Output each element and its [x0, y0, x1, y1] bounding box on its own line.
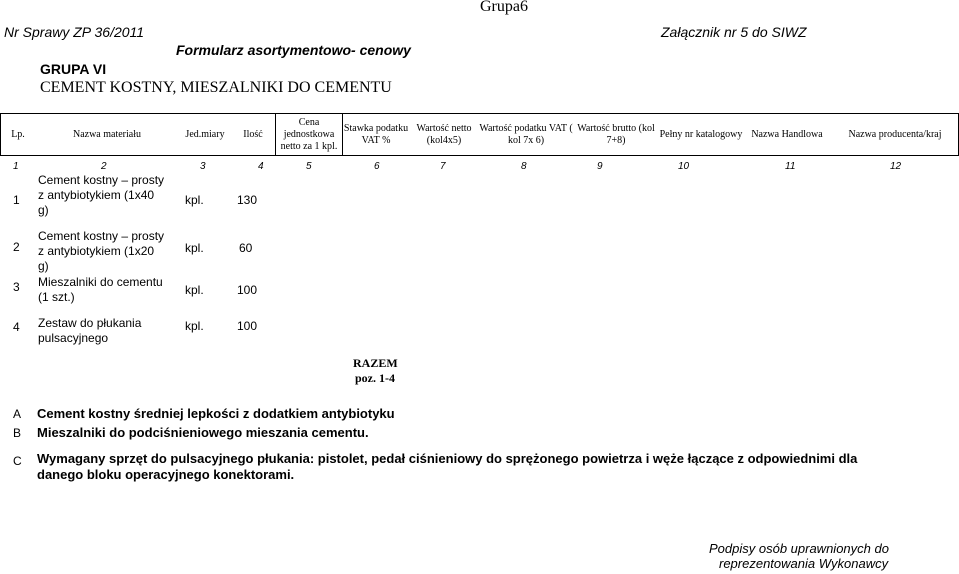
group-title: CEMENT KOSTNY, MIESZALNIKI DO CEMENTU — [40, 79, 392, 96]
material-name-line: g) — [38, 259, 49, 273]
note-text-line: Wymagany sprzęt do pulsacyjnego płukania: pistolet, pedał ciśnieniowy do sprężonego powietrza i węże łączące z odpowiednimi dla — [37, 451, 858, 466]
row-number: 3 — [13, 280, 20, 294]
material-name-line: Mieszalniki do cementu — [38, 275, 163, 289]
material-name — [38, 275, 163, 305]
material-name-line: z antybiotykiem (1x20 — [38, 244, 155, 258]
column-number: 3 — [200, 161, 206, 172]
column-header: Pełny nr katalogowy — [659, 128, 743, 140]
column-number: 1 — [13, 161, 19, 172]
column-header: Ilość — [243, 128, 263, 140]
signature-label: reprezentowania Wykonawcy — [719, 556, 889, 571]
material-name-line: Zestaw do płukania — [38, 316, 142, 330]
material-name-line: Cement kostny – prosty — [38, 229, 165, 243]
note-text — [37, 451, 952, 483]
quantity: 100 — [237, 319, 258, 333]
form-title: Formularz asortymentowo- cenowy — [176, 42, 411, 58]
column-number: 9 — [597, 161, 603, 172]
column-number: 10 — [678, 161, 690, 172]
column-header: Stawka podatku VAT % — [343, 122, 409, 146]
column-header: Lp. — [11, 128, 25, 140]
column-number: 11 — [785, 161, 796, 172]
total-label: RAZEM — [353, 356, 398, 370]
material-name — [38, 229, 164, 274]
column-header: Wartość brutto (kol 7+8) — [577, 122, 655, 146]
material-name-line: z antybiotykiem (1x40 — [38, 188, 155, 202]
total-range-label: poz. 1-4 — [355, 371, 395, 385]
column-header: Nazwa materiału — [72, 128, 142, 140]
unit: kpl. — [185, 241, 204, 255]
material-name — [38, 316, 141, 346]
note-letter: A — [13, 407, 22, 421]
column-number: 7 — [440, 161, 446, 172]
note-text: Cement kostny średniej lepkości z dodatkiem antybiotyku — [37, 406, 395, 421]
note-letter: B — [13, 426, 22, 440]
unit: kpl. — [185, 283, 204, 297]
case-reference: Nr Sprawy ZP 36/2011 — [4, 24, 145, 40]
column-header: Nazwa Handlowa — [751, 128, 823, 140]
signature-label: Podpisy osób uprawnionych do — [709, 541, 889, 556]
attachment-label: Załącznik nr 5 do SIWZ — [661, 24, 807, 40]
column-number: 8 — [521, 161, 527, 172]
row-number: 1 — [13, 193, 20, 207]
column-header: Wartość netto (kol4x5) — [416, 122, 472, 146]
unit: kpl. — [185, 319, 204, 333]
column-number: 5 — [306, 161, 312, 172]
quantity: 100 — [237, 283, 258, 297]
material-name-line: pulsacyjnego — [38, 331, 109, 345]
material-name — [38, 173, 164, 218]
note-letter: C — [13, 454, 22, 468]
quantity: 60 — [239, 241, 253, 255]
material-name-line: Cement kostny – prosty — [38, 173, 165, 187]
column-divider — [275, 114, 276, 155]
material-name-line: g) — [38, 203, 49, 217]
column-number: 2 — [101, 161, 107, 172]
quantity: 130 — [237, 193, 258, 207]
group-number-label: Grupa6 — [480, 0, 528, 15]
note-text-line: danego bloku operacyjnego konektorami. — [37, 467, 295, 482]
row-number: 4 — [13, 320, 20, 334]
column-number: 12 — [890, 161, 902, 172]
column-header: Jed.miary — [185, 128, 225, 140]
table-header — [0, 113, 959, 156]
column-number: 4 — [258, 161, 264, 172]
row-number: 2 — [13, 240, 20, 254]
column-number: 6 — [374, 161, 380, 172]
unit: kpl. — [185, 193, 204, 207]
group-label: GRUPA VI — [40, 61, 107, 77]
material-name-line: (1 szt.) — [38, 290, 75, 304]
note-text: Mieszalniki do podciśnieniowego mieszania cementu. — [37, 425, 369, 440]
column-header: Cena jednostkowa netto za 1 kpl. — [280, 116, 338, 152]
column-header: Nazwa producenta/kraj — [848, 128, 942, 140]
column-header: Wartość podatku VAT ( kol 7x 6) — [479, 122, 573, 146]
